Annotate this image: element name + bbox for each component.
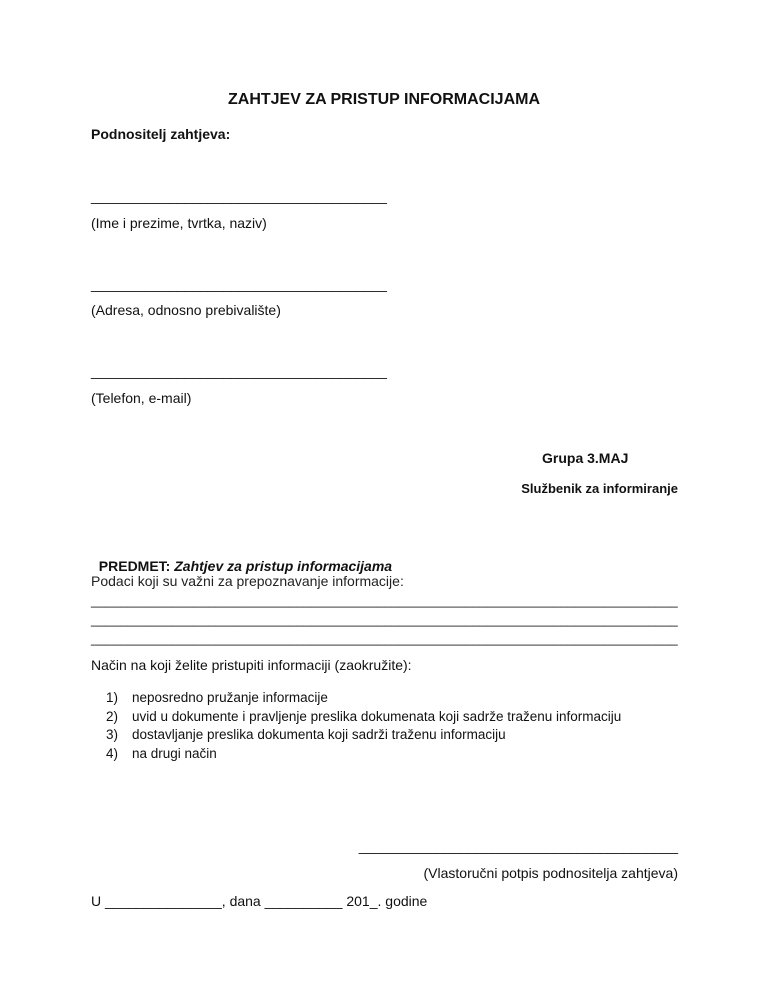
option-text: uvid u dokumente i pravljenje preslika dokumenata koji sadrže traženu informaciju [132, 708, 622, 724]
option-number: 2) [106, 708, 119, 724]
access-prompt: Način na koji želite pristupiti informaciji (zaokružite): [91, 657, 412, 673]
name-field-caption: (Ime i prezime, tvrtka, naziv) [91, 215, 267, 231]
address-field-caption: (Adresa, odnosno prebivalište) [91, 302, 281, 318]
access-option[interactable] [106, 707, 621, 726]
subject-text: Zahtjev za pristup informacijama [174, 558, 393, 574]
access-option[interactable] [106, 688, 621, 707]
signature-line[interactable]: _________________________________________ [358, 838, 678, 854]
subject-line [91, 542, 392, 574]
option-text: na drugi način [132, 745, 217, 761]
subject-label: PREDMET: [98, 558, 171, 574]
signature-caption: (Vlastoručni potpis podnositelja zahtjeva) [423, 865, 678, 881]
option-number: 1) [106, 690, 119, 705]
option-text: neposredno pružanje informacije [132, 690, 328, 705]
access-option[interactable] [106, 744, 621, 763]
contact-field-caption: (Telefon, e-mail) [91, 390, 192, 406]
info-line-1[interactable]: ________________________________________________________________________________ [91, 593, 678, 608]
contact-field-line[interactable]: ______________________________________ [91, 363, 387, 379]
recipient-role: Službenik za informiranje [521, 481, 678, 496]
info-prompt: Podaci koji su važni za prepoznavanje informacije: [91, 573, 404, 589]
recipient-name: Grupa 3.MAJ [542, 450, 629, 466]
address-field-line[interactable]: ______________________________________ [91, 276, 387, 292]
option-number: 4) [106, 745, 119, 761]
place-date-line[interactable]: U _______________, dana __________ 201_. godine [91, 893, 428, 909]
access-option[interactable] [106, 725, 621, 744]
option-text: dostavljanje preslika dokumenta koji sadrži traženu informaciju [132, 727, 506, 742]
document-title: ZAHTJEV ZA PRISTUP INFORMACIJAMA [227, 91, 540, 108]
info-line-3[interactable]: ________________________________________________________________________________ [91, 631, 678, 646]
info-line-2[interactable]: ________________________________________________________________________________ [91, 612, 678, 627]
name-field-line[interactable]: ______________________________________ [91, 188, 387, 204]
applicant-heading: Podnositelj zahtjeva: [91, 126, 231, 142]
access-options-list [106, 688, 621, 762]
option-number: 3) [106, 727, 119, 742]
